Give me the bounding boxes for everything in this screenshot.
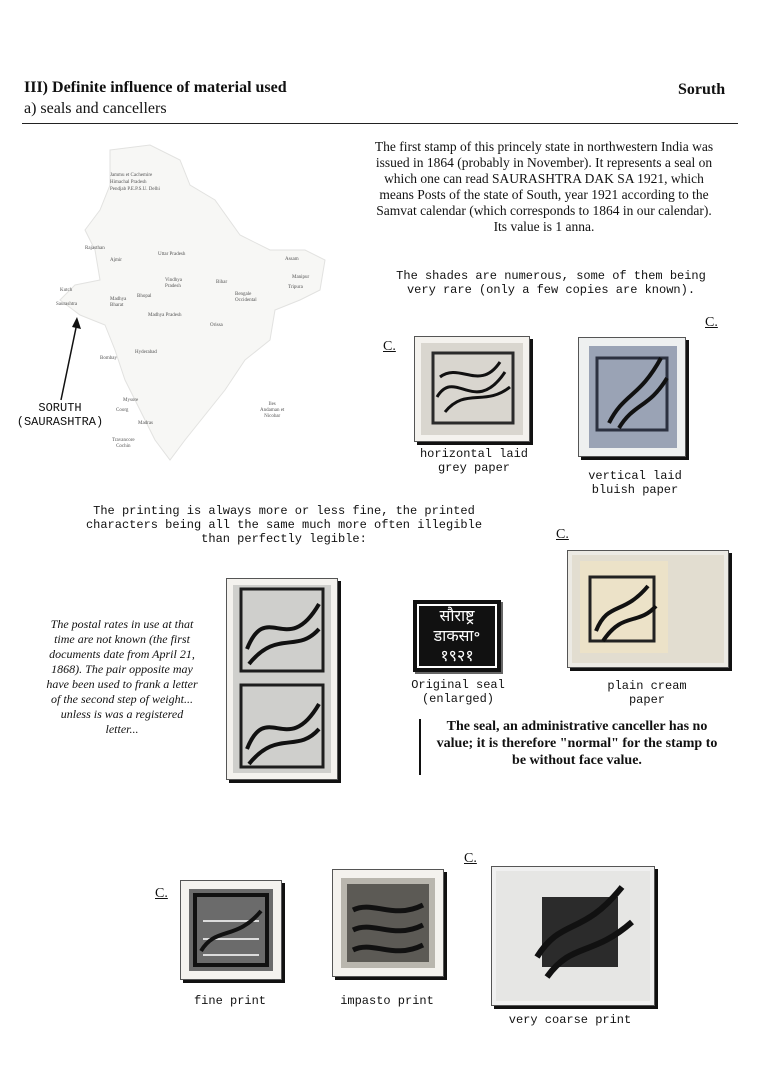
map-label: Bhopal bbox=[137, 294, 152, 299]
map-labels-andaman bbox=[260, 402, 284, 420]
rates-paragraph: The postal rates in use at that time are not known (the first documents date from April 21, 1868). The pair opposite may have been used to frank a letter of the second step of weight... unless is was a registered letter... bbox=[46, 617, 198, 736]
certificate-mark: C. bbox=[155, 886, 168, 901]
map-label: Bengale bbox=[235, 292, 252, 297]
certificate-mark: C. bbox=[383, 339, 396, 354]
stamp-plain-cream bbox=[567, 550, 729, 668]
caption-bluish-laid: vertical laid bluish paper bbox=[588, 469, 682, 497]
map-labels-vindhya bbox=[165, 278, 182, 290]
stamp-grey-laid bbox=[414, 336, 530, 442]
map-label: Iles bbox=[268, 402, 276, 407]
certificate-mark: C. bbox=[464, 851, 477, 866]
seal-note: The seal, an administrative canceller has no value; it is therefore "normal" for the stamp to be without face value. bbox=[436, 719, 718, 768]
map-label: P.E.P.S.U. bbox=[127, 187, 148, 192]
printing-paragraph: The printing is always more or less fine, the printed characters being all the same much more often illegible than perfectly legible: bbox=[85, 504, 483, 546]
stamp-coarse-print-image bbox=[492, 867, 654, 1005]
original-seal bbox=[413, 600, 501, 672]
map-labels-madhya-bharat bbox=[110, 297, 126, 309]
stamp-plain-cream-image bbox=[568, 551, 728, 667]
map-label: Delhi bbox=[148, 187, 160, 192]
caption-impasto-print: impasto print bbox=[340, 994, 434, 1008]
stamp-grey-laid-image bbox=[415, 337, 529, 441]
page-subtitle: a) seals and cancellers bbox=[24, 100, 167, 117]
shades-paragraph: The shades are numerous, some of them being very rare (only a few copies are known). bbox=[396, 269, 706, 297]
map-labels-bengale bbox=[235, 292, 257, 304]
map-label: Jammu et Cachemire bbox=[110, 173, 153, 178]
caption-original-seal: Original seal (enlarged) bbox=[411, 678, 505, 706]
caption-grey-laid: horizontal laid grey paper bbox=[419, 447, 529, 475]
map-label: Pradesh bbox=[165, 284, 181, 289]
map-label: Pendjab bbox=[110, 187, 127, 192]
map-label: Bihar bbox=[216, 280, 228, 285]
map-label: Travancore bbox=[112, 438, 135, 443]
map-label: Saurashtra bbox=[56, 302, 78, 307]
map-label: Madhya bbox=[110, 297, 127, 302]
stamp-fine-print-image bbox=[181, 881, 281, 979]
caption-plain-cream: plain cream paper bbox=[607, 679, 687, 707]
intro-paragraph: The first stamp of this princely state in northwestern India was issued in 1864 (probably in November). It represents a seal on which one can read SAURASHTRA DAK SA 1921, which means Posts of the state of South, year 1921 according to the Samvat calendar (which corresponds to 1864 in our calendar). Its value is 1 anna. bbox=[374, 139, 714, 234]
stamp-bluish-laid-image bbox=[579, 338, 685, 456]
page-title: III) Definite influence of material used bbox=[24, 79, 287, 96]
map-label: Cochin bbox=[116, 444, 131, 449]
stamp-impasto-print-image bbox=[333, 870, 443, 976]
header-rule bbox=[22, 123, 738, 124]
stamp-coarse-print bbox=[491, 866, 655, 1006]
certificate-mark: C. bbox=[556, 527, 569, 542]
map-label: Assam bbox=[285, 257, 299, 262]
map-label: Madras bbox=[138, 421, 153, 426]
note-bar bbox=[419, 719, 421, 775]
map-label: Uttar Pradesh bbox=[158, 252, 186, 257]
map-label: Rajasthan bbox=[85, 246, 105, 251]
stamp-impasto-print bbox=[332, 869, 444, 977]
stamp-pair-image bbox=[227, 579, 337, 779]
map-labels-travancore bbox=[112, 438, 135, 450]
seal-text bbox=[413, 606, 501, 666]
map-label: Orissa bbox=[210, 323, 223, 328]
seal-line: सौराष्ट्र bbox=[439, 606, 475, 625]
map-label: Coorg bbox=[116, 408, 129, 413]
callout-arrow bbox=[55, 315, 85, 405]
caption-fine-print: fine print bbox=[193, 994, 266, 1008]
soruth-callout: SORUTH (SAURASHTRA) bbox=[16, 401, 104, 429]
map-label: Andaman et bbox=[260, 408, 285, 413]
state-name: Soruth bbox=[678, 81, 726, 98]
map-label: Pradesh bbox=[130, 180, 147, 185]
certificate-mark: C. bbox=[705, 315, 718, 330]
map-label: Bharat bbox=[110, 303, 124, 308]
map-label: Bombay bbox=[100, 356, 117, 361]
map-label: Himachal bbox=[110, 180, 130, 185]
caption-coarse-print: very coarse print bbox=[508, 1013, 632, 1027]
map-label: Madhya Pradesh bbox=[148, 313, 182, 318]
seal-line: १९२१ bbox=[440, 646, 474, 665]
map-labels bbox=[110, 172, 250, 193]
map-label: Occidental bbox=[235, 298, 257, 303]
map-label: Mysore bbox=[123, 398, 139, 403]
stamp-bluish-laid bbox=[578, 337, 686, 457]
seal-line: डाकसा॰ bbox=[433, 626, 481, 645]
map-label: Ajmir bbox=[110, 258, 122, 263]
map-label: Manipur bbox=[292, 275, 310, 280]
map-label: Tripura bbox=[288, 285, 303, 290]
map-label: Vindhya bbox=[165, 278, 182, 283]
map-label: Hyderabad bbox=[135, 350, 157, 355]
stamp-pair bbox=[226, 578, 338, 780]
stamp-fine-print bbox=[180, 880, 282, 980]
map-label: Kutch bbox=[60, 288, 73, 293]
map-label: Nicobar bbox=[264, 414, 281, 419]
